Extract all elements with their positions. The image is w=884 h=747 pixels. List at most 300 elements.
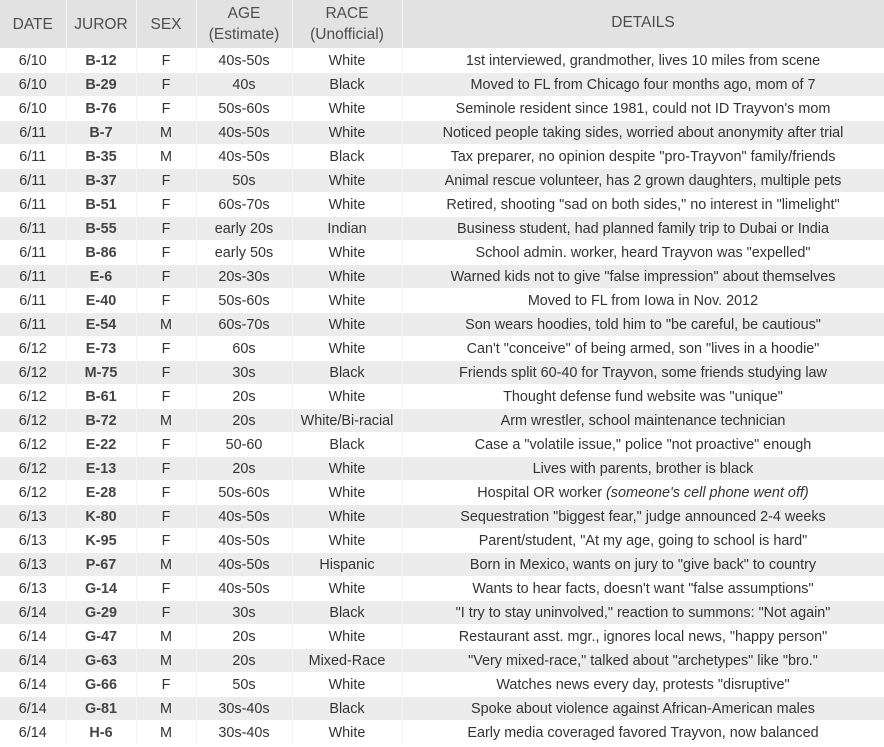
sex-cell bbox=[136, 529, 196, 553]
table-row bbox=[0, 97, 884, 121]
details-cell-text: Noticed people taking sides, worried about anonymity after trial bbox=[442, 124, 844, 141]
date-cell bbox=[0, 241, 66, 265]
date-cell bbox=[0, 385, 66, 409]
juror-cell-text: K-95 bbox=[85, 532, 117, 549]
age-cell bbox=[196, 457, 292, 481]
juror-cell-text: H-6 bbox=[89, 724, 113, 741]
race-cell bbox=[292, 97, 402, 121]
race-cell-text: White bbox=[328, 676, 366, 693]
juror-cell bbox=[66, 265, 136, 289]
race-cell-text: White bbox=[328, 292, 366, 309]
sex-cell bbox=[136, 649, 196, 673]
details-cell bbox=[402, 385, 884, 409]
race-cell bbox=[292, 673, 402, 697]
table-row bbox=[0, 457, 884, 481]
date-cell bbox=[0, 625, 66, 649]
table-header bbox=[0, 0, 884, 49]
age-cell bbox=[196, 169, 292, 193]
details-cell-text: Seminole resident since 1981, could not ID Trayvon's mom bbox=[455, 100, 831, 117]
details-cell-text: Retired, shooting "sad on both sides," no interest in "limelight" bbox=[446, 196, 840, 213]
race-cell-text: White/Bi-racial bbox=[300, 412, 394, 429]
table-row bbox=[0, 265, 884, 289]
race-cell bbox=[292, 385, 402, 409]
sex-cell-text: F bbox=[161, 220, 171, 237]
sex-cell-text: M bbox=[160, 652, 172, 669]
sex-cell-text: F bbox=[161, 532, 171, 549]
table-row bbox=[0, 505, 884, 529]
age-cell bbox=[196, 577, 292, 601]
age-cell-text: 50s-60s bbox=[218, 484, 270, 501]
details-cell bbox=[402, 505, 884, 529]
details-cell bbox=[402, 409, 884, 433]
table-row bbox=[0, 73, 884, 97]
sex-cell-text: F bbox=[161, 268, 171, 285]
age-cell bbox=[196, 193, 292, 217]
details-cell-text: Lives with parents, brother is black bbox=[532, 460, 754, 477]
date-cell-text: 6/12 bbox=[18, 364, 47, 381]
juror-cell bbox=[66, 97, 136, 121]
juror-cell bbox=[66, 121, 136, 145]
date-cell bbox=[0, 529, 66, 553]
juror-cell bbox=[66, 49, 136, 73]
juror-cell-text: E-6 bbox=[89, 268, 113, 285]
details-cell-text: Watches news every day, protests "disruptive" bbox=[496, 676, 790, 693]
sex-cell bbox=[136, 385, 196, 409]
age-cell-text: 40s-50s bbox=[218, 508, 270, 525]
age-cell bbox=[196, 49, 292, 73]
sex-cell bbox=[136, 505, 196, 529]
date-cell-text: 6/14 bbox=[18, 676, 47, 693]
race-cell-text: White bbox=[328, 388, 366, 405]
details-cell-text: School admin. worker, heard Trayvon was "expelled" bbox=[475, 244, 811, 261]
table-row bbox=[0, 49, 884, 73]
date-cell bbox=[0, 73, 66, 97]
date-cell bbox=[0, 169, 66, 193]
date-cell-text: 6/11 bbox=[19, 220, 47, 237]
race-cell-text: White bbox=[328, 316, 366, 333]
date-cell bbox=[0, 193, 66, 217]
sex-cell-text: M bbox=[160, 628, 172, 645]
header-row bbox=[0, 0, 884, 49]
juror-cell-text: G-63 bbox=[85, 652, 117, 669]
details-cell-text: Early media coveraged favored Trayvon, now balanced bbox=[467, 724, 819, 741]
date-cell-text: 6/12 bbox=[18, 388, 47, 405]
age-cell-text: 20s bbox=[232, 412, 256, 429]
details-cell bbox=[402, 649, 884, 673]
sex-cell bbox=[136, 97, 196, 121]
table-row bbox=[0, 145, 884, 169]
date-cell bbox=[0, 433, 66, 457]
race-cell-text: White bbox=[328, 724, 366, 741]
juror-cell-text: B-61 bbox=[85, 388, 117, 405]
date-cell-text: 6/13 bbox=[18, 532, 47, 549]
date-cell-text: 6/12 bbox=[18, 340, 47, 357]
details-cell-text: Spoke about violence against African-American males bbox=[471, 700, 815, 717]
age-cell-text: 20s bbox=[232, 388, 256, 405]
race-cell bbox=[292, 625, 402, 649]
sex-cell-text: F bbox=[161, 388, 171, 405]
race-cell-text: White bbox=[328, 628, 366, 645]
date-cell-text: 6/11 bbox=[19, 244, 47, 261]
race-cell-text: White bbox=[328, 268, 366, 285]
sex-cell bbox=[136, 145, 196, 169]
details-cell bbox=[402, 361, 884, 385]
age-cell bbox=[196, 121, 292, 145]
date-cell-text: 6/13 bbox=[18, 580, 47, 597]
details-cell bbox=[402, 73, 884, 97]
table-body bbox=[0, 49, 884, 745]
details-cell-text: Can't "conceive" of being armed, son "lives in a hoodie" bbox=[466, 340, 820, 357]
sex-cell-text: M bbox=[160, 556, 172, 573]
sex-cell-text: F bbox=[161, 244, 171, 261]
race-cell bbox=[292, 241, 402, 265]
age-cell-text: 40s bbox=[232, 76, 256, 93]
sex-cell bbox=[136, 241, 196, 265]
juror-cell bbox=[66, 625, 136, 649]
table-row bbox=[0, 289, 884, 313]
date-cell-text: 6/11 bbox=[19, 148, 47, 165]
age-cell-text: 20s bbox=[232, 652, 256, 669]
race-cell-text: Black bbox=[329, 604, 365, 621]
sex-cell bbox=[136, 169, 196, 193]
sex-cell-text: F bbox=[161, 52, 171, 69]
details-cell-text: 1st interviewed, grandmother, lives 10 miles from scene bbox=[465, 52, 821, 69]
juror-cell bbox=[66, 241, 136, 265]
details-cell bbox=[402, 625, 884, 649]
race-cell-text: White bbox=[328, 460, 366, 477]
age-cell bbox=[196, 217, 292, 241]
juror-cell bbox=[66, 577, 136, 601]
header-juror: JUROR bbox=[66, 0, 136, 49]
race-cell bbox=[292, 337, 402, 361]
juror-cell-text: P-67 bbox=[85, 556, 117, 573]
race-cell bbox=[292, 193, 402, 217]
sex-cell bbox=[136, 481, 196, 505]
juror-cell-text: B-55 bbox=[85, 220, 117, 237]
details-cell-text: Moved to FL from Chicago four months ago, mom of 7 bbox=[470, 76, 816, 93]
race-cell bbox=[292, 697, 402, 721]
table-row bbox=[0, 481, 884, 505]
juror-cell-text: G-14 bbox=[85, 580, 117, 597]
race-cell-text: Black bbox=[329, 148, 365, 165]
race-cell bbox=[292, 289, 402, 313]
table-row bbox=[0, 241, 884, 265]
race-cell bbox=[292, 361, 402, 385]
date-cell-text: 6/11 bbox=[19, 124, 47, 141]
details-cell-text: Wants to hear facts, doesn't want "false assumptions" bbox=[472, 580, 814, 597]
juror-cell bbox=[66, 169, 136, 193]
details-cell-text: Born in Mexico, wants on jury to "give back" to country bbox=[469, 556, 817, 573]
details-cell bbox=[402, 49, 884, 73]
details-cell bbox=[402, 481, 884, 505]
age-cell bbox=[196, 289, 292, 313]
header-age-title: AGE bbox=[227, 5, 261, 22]
race-cell-text: Black bbox=[329, 436, 365, 453]
date-cell bbox=[0, 265, 66, 289]
age-cell bbox=[196, 409, 292, 433]
date-cell-text: 6/10 bbox=[18, 76, 47, 93]
juror-cell bbox=[66, 145, 136, 169]
race-cell-text: Mixed-Race bbox=[308, 652, 386, 669]
date-cell-text: 6/14 bbox=[18, 628, 47, 645]
table-row bbox=[0, 577, 884, 601]
header-age-subtitle: (Estimate) bbox=[208, 26, 280, 43]
date-cell-text: 6/12 bbox=[18, 484, 47, 501]
sex-cell-text: F bbox=[161, 676, 171, 693]
date-cell bbox=[0, 601, 66, 625]
race-cell-text: White bbox=[328, 340, 366, 357]
table-row bbox=[0, 601, 884, 625]
age-cell-text: 30s-40s bbox=[218, 700, 270, 717]
date-cell bbox=[0, 721, 66, 745]
date-cell-text: 6/11 bbox=[19, 316, 47, 333]
race-cell bbox=[292, 169, 402, 193]
header-race bbox=[292, 0, 402, 49]
details-cell bbox=[402, 265, 884, 289]
race-cell bbox=[292, 553, 402, 577]
juror-cell bbox=[66, 433, 136, 457]
age-cell-text: 20s-30s bbox=[218, 268, 270, 285]
juror-cell bbox=[66, 337, 136, 361]
race-cell bbox=[292, 121, 402, 145]
age-cell-text: 60s bbox=[232, 340, 256, 357]
table-row bbox=[0, 169, 884, 193]
race-cell-text: Indian bbox=[327, 220, 367, 237]
sex-cell-text: F bbox=[161, 100, 171, 117]
race-cell bbox=[292, 577, 402, 601]
race-cell-text: White bbox=[328, 100, 366, 117]
juror-cell bbox=[66, 289, 136, 313]
age-cell bbox=[196, 529, 292, 553]
details-cell-text: Son wears hoodies, told him to "be careful, be cautious" bbox=[465, 316, 821, 333]
sex-cell bbox=[136, 673, 196, 697]
juror-cell bbox=[66, 457, 136, 481]
sex-cell-text: M bbox=[160, 148, 172, 165]
race-cell-text: White bbox=[328, 52, 366, 69]
juror-cell bbox=[66, 73, 136, 97]
details-cell-text: Restaurant asst. mgr., ignores local news, "happy person" bbox=[458, 628, 828, 645]
race-cell bbox=[292, 529, 402, 553]
age-cell bbox=[196, 97, 292, 121]
sex-cell-text: F bbox=[161, 196, 171, 213]
age-cell bbox=[196, 313, 292, 337]
race-cell-text: White bbox=[328, 196, 366, 213]
sex-cell bbox=[136, 601, 196, 625]
date-cell-text: 6/10 bbox=[18, 100, 47, 117]
details-cell-text: Arm wrestler, school maintenance technician bbox=[500, 412, 786, 429]
sex-cell-text: F bbox=[161, 436, 171, 453]
date-cell-text: 6/13 bbox=[18, 508, 47, 525]
sex-cell-text: F bbox=[161, 460, 171, 477]
details-cell-text: Animal rescue volunteer, has 2 grown daughters, multiple pets bbox=[444, 172, 842, 189]
table-row bbox=[0, 193, 884, 217]
date-cell-text: 6/13 bbox=[18, 556, 47, 573]
race-cell-text: White bbox=[328, 532, 366, 549]
sex-cell bbox=[136, 313, 196, 337]
juror-cell-text: B-35 bbox=[85, 148, 117, 165]
table-row bbox=[0, 625, 884, 649]
sex-cell-text: M bbox=[160, 316, 172, 333]
sex-cell-text: M bbox=[160, 700, 172, 717]
date-cell-text: 6/12 bbox=[18, 412, 47, 429]
details-cell bbox=[402, 241, 884, 265]
juror-cell-text: B-37 bbox=[85, 172, 117, 189]
juror-cell bbox=[66, 601, 136, 625]
age-cell bbox=[196, 697, 292, 721]
date-cell-text: 6/11 bbox=[19, 268, 47, 285]
date-cell bbox=[0, 217, 66, 241]
date-cell-text: 6/14 bbox=[18, 604, 47, 621]
race-cell bbox=[292, 649, 402, 673]
age-cell bbox=[196, 265, 292, 289]
age-cell bbox=[196, 241, 292, 265]
details-cell-text: Thought defense fund website was "unique" bbox=[503, 388, 783, 405]
race-cell-text: White bbox=[328, 580, 366, 597]
header-sex: SEX bbox=[136, 0, 196, 49]
sex-cell bbox=[136, 49, 196, 73]
details-cell bbox=[402, 289, 884, 313]
sex-cell-text: F bbox=[161, 340, 171, 357]
age-cell-text: 20s bbox=[232, 460, 256, 477]
juror-cell bbox=[66, 409, 136, 433]
details-cell bbox=[402, 337, 884, 361]
details-cell bbox=[402, 313, 884, 337]
sex-cell bbox=[136, 433, 196, 457]
race-cell bbox=[292, 457, 402, 481]
age-cell-text: 40s-50s bbox=[218, 556, 270, 573]
race-cell bbox=[292, 433, 402, 457]
juror-cell bbox=[66, 697, 136, 721]
details-cell bbox=[402, 673, 884, 697]
juror-cell bbox=[66, 721, 136, 745]
age-cell-text: 30s bbox=[232, 604, 256, 621]
sex-cell-text: F bbox=[161, 604, 171, 621]
date-cell-text: 6/14 bbox=[18, 724, 47, 741]
juror-cell bbox=[66, 673, 136, 697]
juror-cell-text: E-54 bbox=[85, 316, 117, 333]
date-cell bbox=[0, 649, 66, 673]
sex-cell bbox=[136, 577, 196, 601]
date-cell-text: 6/11 bbox=[19, 172, 47, 189]
juror-cell-text: E-28 bbox=[85, 484, 117, 501]
juror-cell bbox=[66, 649, 136, 673]
race-cell-text: Black bbox=[329, 364, 365, 381]
date-cell bbox=[0, 145, 66, 169]
date-cell-text: 6/12 bbox=[18, 436, 47, 453]
juror-cell bbox=[66, 217, 136, 241]
age-cell-text: early 50s bbox=[214, 244, 274, 261]
table-row bbox=[0, 649, 884, 673]
juror-cell bbox=[66, 529, 136, 553]
juror-cell-text: B-86 bbox=[85, 244, 117, 261]
details-cell-text: Friends split 60-40 for Trayvon, some friends studying law bbox=[459, 364, 827, 381]
juror-cell-text: E-40 bbox=[85, 292, 117, 309]
age-cell-text: 50s bbox=[232, 676, 256, 693]
age-cell-text: 60s-70s bbox=[218, 316, 270, 333]
date-cell-text: 6/11 bbox=[19, 292, 47, 309]
juror-cell-text: G-66 bbox=[85, 676, 117, 693]
age-cell bbox=[196, 673, 292, 697]
sex-cell-text: F bbox=[161, 484, 171, 501]
age-cell-text: 40s-50s bbox=[218, 124, 270, 141]
details-cell bbox=[402, 121, 884, 145]
race-cell-text: White bbox=[328, 244, 366, 261]
race-cell bbox=[292, 217, 402, 241]
details-cell-text: Warned kids not to give "false impression" about themselves bbox=[450, 268, 836, 285]
age-cell-text: 50-60 bbox=[225, 436, 263, 453]
race-cell bbox=[292, 409, 402, 433]
age-cell-text: 60s-70s bbox=[218, 196, 270, 213]
date-cell-text: 6/14 bbox=[18, 700, 47, 717]
age-cell bbox=[196, 481, 292, 505]
sex-cell bbox=[136, 337, 196, 361]
date-cell bbox=[0, 121, 66, 145]
details-cell bbox=[402, 553, 884, 577]
age-cell-text: 50s bbox=[232, 172, 256, 189]
header-details: DETAILS bbox=[402, 0, 884, 49]
sex-cell bbox=[136, 457, 196, 481]
sex-cell-text: M bbox=[160, 724, 172, 741]
age-cell-text: 20s bbox=[232, 628, 256, 645]
details-cell-text: Parent/student, "At my age, going to school is hard" bbox=[478, 532, 808, 549]
table-row bbox=[0, 433, 884, 457]
header-race-subtitle: (Unofficial) bbox=[310, 26, 384, 43]
juror-cell-text: G-29 bbox=[85, 604, 117, 621]
race-cell bbox=[292, 481, 402, 505]
table-row bbox=[0, 121, 884, 145]
date-cell bbox=[0, 289, 66, 313]
race-cell bbox=[292, 505, 402, 529]
sex-cell bbox=[136, 721, 196, 745]
age-cell-text: 40s-50s bbox=[218, 532, 270, 549]
table-row bbox=[0, 673, 884, 697]
date-cell bbox=[0, 97, 66, 121]
header-race-title: RACE bbox=[325, 5, 369, 22]
juror-cell bbox=[66, 193, 136, 217]
juror-cell-text: G-81 bbox=[85, 700, 117, 717]
date-cell bbox=[0, 409, 66, 433]
age-cell-text: 30s-40s bbox=[218, 724, 270, 741]
details-cell-text: "Very mixed-race," talked about "archetypes" like "bro." bbox=[468, 652, 818, 669]
sex-cell-text: F bbox=[161, 364, 171, 381]
age-cell bbox=[196, 601, 292, 625]
table-row bbox=[0, 313, 884, 337]
sex-cell bbox=[136, 553, 196, 577]
juror-cell bbox=[66, 313, 136, 337]
sex-cell bbox=[136, 217, 196, 241]
details-cell bbox=[402, 97, 884, 121]
details-cell bbox=[402, 217, 884, 241]
table-row bbox=[0, 217, 884, 241]
table-row bbox=[0, 409, 884, 433]
header-age bbox=[196, 0, 292, 49]
details-cell-text: Hospital OR worker bbox=[477, 484, 606, 501]
juror-cell bbox=[66, 385, 136, 409]
date-cell bbox=[0, 505, 66, 529]
sex-cell-text: M bbox=[160, 124, 172, 141]
sex-cell-text: F bbox=[161, 76, 171, 93]
details-cell bbox=[402, 697, 884, 721]
race-cell-text: White bbox=[328, 508, 366, 525]
race-cell bbox=[292, 265, 402, 289]
age-cell bbox=[196, 433, 292, 457]
date-cell bbox=[0, 673, 66, 697]
race-cell-text: Black bbox=[329, 700, 365, 717]
date-cell bbox=[0, 313, 66, 337]
details-cell bbox=[402, 169, 884, 193]
juror-cell-text: E-22 bbox=[85, 436, 117, 453]
date-cell-text: 6/10 bbox=[18, 52, 47, 69]
